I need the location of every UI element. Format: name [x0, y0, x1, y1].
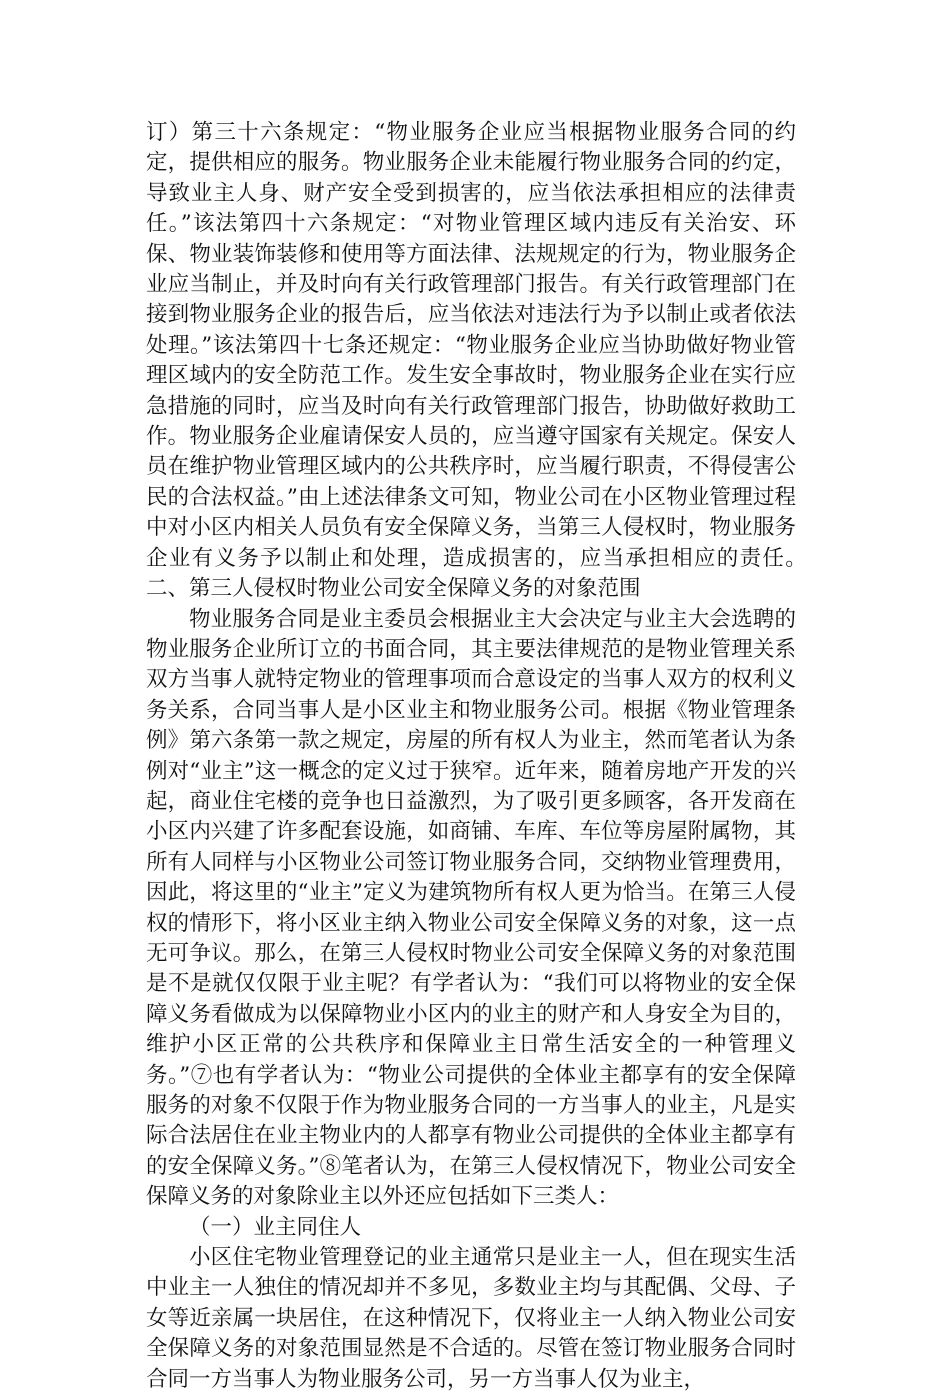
body-paragraph-3: 小区住宅物业管理登记的业主通常只是业主一人，但在现实生活中业主一人独住的情况却并不多见，多数业主均与其配偶、父母、子女等近亲属一块居住，在这种情况下，仅将业主一人纳入物业公司安全保障义务的对象范围显然是不合适的。尽管在签订物业服务合同时合同一方当事人为物业服务公司，另一方当事人仅为业主，: [146, 1245, 796, 1392]
document-page: [146, 118, 904, 1395]
body-paragraph-2: 物业服务合同是业主委员会根据业主大会决定与业主大会选聘的物业服务企业所订立的书面合同，其主要法律规范的是物业管理关系双方当事人就特定物业的管理事项而合意设定的当事人双方的权利义务关系，合同当事人是小区业主和物业服务公司。根据《物业管理条例》第六条第一款之规定，房屋的所有权人为业主，然而笔者认为条例对“业主”这一概念的定义过于狭窄。近年来，随着房地产开发的兴起，商业住宅楼的竞争也日益激烈，为了吸引更多顾客，各开发商在小区内兴建了许多配套设施，如商铺、车库、车位等房屋附属物，其所有人同样与小区物业公司签订物业服务合同，交纳物业管理费用，因此，将这里的“业主”定义为建筑物所有权人更为恰当。在第三人侵权的情形下，将小区业主纳入物业公司安全保障义务的对象，这一点无可争议。那么，在第三人侵权时物业公司安全保障义务的对象范围是不是就仅仅限于业主呢？有学者认为：“我们可以将物业的安全保障义务看做成为以保障物业小区内的业主的财产和人身安全为目的，维护小区正常的公共秩序和保障业主日常生活安全的一种管理义务。”⑦也有学者认为：“物业公司提供的全体业主都享有的安全保障服务的对象不仅限于作为物业服务合同的一方当事人的业主，凡是实际合法居住在业主物业内的人都享有物业公司提供的全体业主都享有的安全保障义务。”⑧笔者认为，在第三人侵权情况下，物业公司安全保障义务的对象除业主以外还应包括如下三类人：: [146, 606, 796, 1210]
body-paragraph-1: 订）第三十六条规定：“物业服务企业应当根据物业服务合同的约定，提供相应的服务。物业服务企业未能履行物业服务合同的约定，导致业主人身、财产安全受到损害的，应当依法承担相应的法律责任。”该法第四十六条规定：“对物业管理区域内违反有关治安、环保、物业装饰装修和使用等方面法律、法规规定的行为，物业服务企业应当制止，并及时向有关行政管理部门报告。有关行政管理部门在接到物业服务企业的报告后，应当依法对违法行为予以制止或者依法处理。”该法第四十七条还规定：“物业服务企业应当协助做好物业管理区域内的安全防范工作。发生安全事故时，物业服务企业在实行应急措施的同时，应当及时向有关行政管理部门报告，协助做好救助工作。物业服务企业雇请保安人员的，应当遵守国家有关规定。保安人员在维护物业管理区域内的公共秩序时，应当履行职责，不得侵害公民的合法权益。”由上述法律条文可知，物业公司在小区物业管理过程中对小区内相关人员负有安全保障义务，当第三人侵权时，物业服务企业有义务予以制止和处理，造成损害的，应当承担相应的责任。 二、第三人侵权时物业公司安全保障义务的对象范围: [146, 120, 904, 602]
section-heading-owner-cohabitants: （一）业主同住人: [189, 1214, 362, 1240]
